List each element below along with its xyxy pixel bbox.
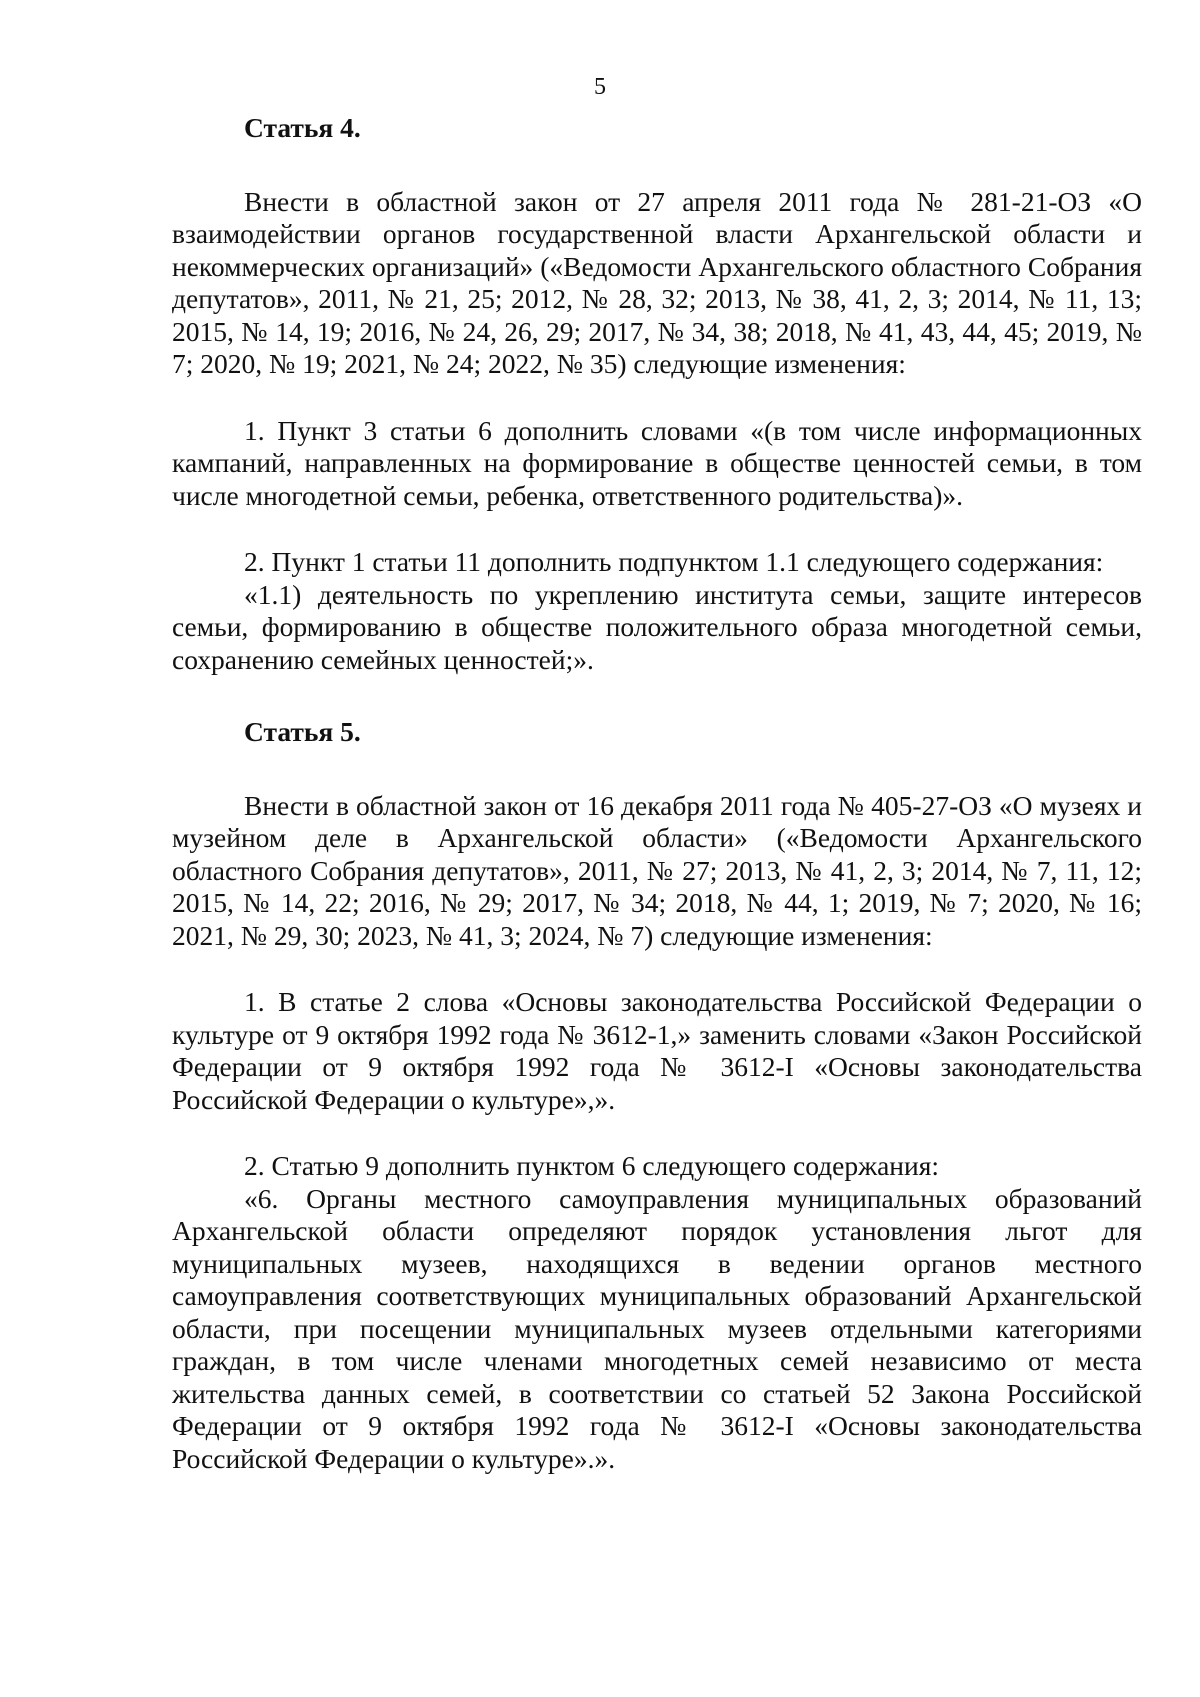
article-5-item-1: 1. В статье 2 слова «Основы законодательства Российской Федерации о культуре от 9 октября 1992 года № 3612-1,» заменить словами «Закон Российской Федерации от 9 октября 1992 года № 3612-I «Основы законодательства Российской Федерации о культуре»,». (172, 986, 1142, 1115)
article-4-intro: Внести в областной закон от 27 апреля 2011 года № 281-21-ОЗ «О взаимодействии органов государственной власти Архангельской области и некоммерческих организаций» («Ведомости Архангельского областного Собрания депутатов», 2011, № 21, 25; 2012, № 28, 32; 2013, № 38, 41, 2, 3; 2014, № 11, 13; 2015, № 14, 19; 2016, № 24, 26, 29; 2017, № 34, 38; 2018, № 41, 43, 44, 45; 2019, № 7; 2020, № 19; 2021, № 24; 2022, № 35) следующие изменения: (172, 185, 1142, 379)
document-body (172, 112, 1142, 1475)
article-4-item-2-text: «1.1) деятельность по укреплению института семьи, защите интересов семьи, формированию в обществе положительного образа многодетной семьи, сохранению семейных ценностей;». (172, 578, 1142, 675)
article-4-heading: Статья 4. (244, 112, 361, 143)
article-5-item-2-text: «6. Органы местного самоуправления муниципальных образований Архангельской области определяют порядок установления льгот для муниципальных музеев, находящихся в ведении органов местного самоуправления соответствующих муниципальных образований Архангельской области, при посещении муниципальных музеев отдельными категориями граждан, в том числе членами многодетных семей независимо от места жительства данных семей, в соответствии со статьей 52 Закона Российской Федерации от 9 октября 1992 года № 3612-I «Основы законодательства Российской Федерации о культуре».». (172, 1182, 1142, 1474)
article-5-item-2: 2. Статью 9 дополнить пунктом 6 следующего содержания: (244, 1150, 940, 1181)
article-5-heading: Статья 5. (244, 716, 361, 747)
article-5-intro: Внести в областной закон от 16 декабря 2011 года № 405-27-ОЗ «О музеях и музейном деле в Архангельской области» («Ведомости Архангельского областного Собрания депутатов», 2011, № 27; 2013, № 41, 2, 3; 2014, № 7, 11, 12; 2015, № 14, 22; 2016, № 29; 2017, № 34; 2018, № 44, 1; 2019, № 7; 2020, № 16; 2021, № 29, 30; 2023, № 41, 3; 2024, № 7) следующие изменения: (172, 789, 1142, 951)
page-number: 5 (594, 74, 606, 100)
article-4-item-1: 1. Пункт 3 статьи 6 дополнить словами «(в том числе информационных кампаний, направленных на формирование в обществе ценностей семьи, в том числе многодетной семьи, ребенка, ответственного родительства)». (172, 414, 1142, 511)
article-4-item-2: 2. Пункт 1 статьи 11 дополнить подпунктом 1.1 следующего содержания: (244, 546, 1104, 577)
